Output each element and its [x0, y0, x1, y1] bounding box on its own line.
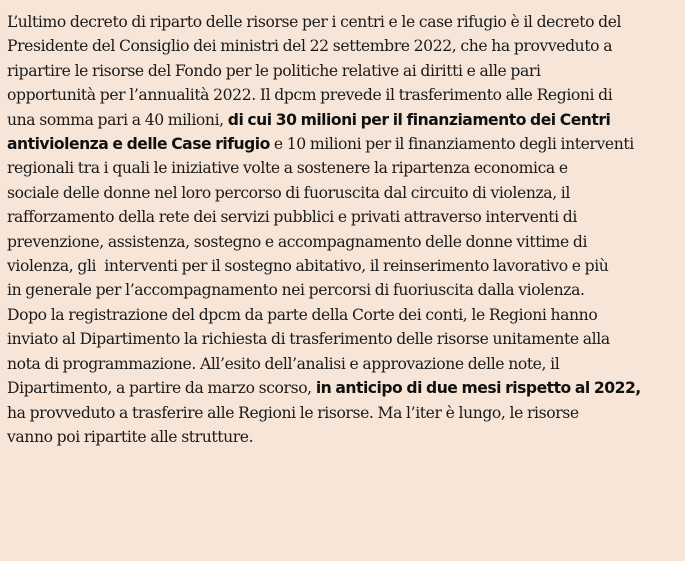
bold-text-segment: di cui 30 milioni per il finanziamento dei Centri — [227, 110, 611, 129]
text-line — [7, 108, 679, 132]
text-segment: violenza, gli interventi per il sostegno abitativo, il reinserimento lavorativo e più — [7, 257, 609, 276]
text-line — [7, 59, 679, 83]
text-segment: una somma pari a 40 milioni, — [7, 110, 228, 129]
text-segment: L’ultimo decreto di riparto delle risorse per i centri e le case rifugio è il decreto del — [7, 13, 622, 31]
text-line — [7, 425, 679, 449]
text-line — [7, 376, 679, 400]
text-segment: Presidente del Consiglio dei ministri del 22 settembre 2022, che ha provveduto a — [7, 37, 613, 56]
text-line — [7, 352, 679, 376]
text-segment: sociale delle donne nel loro percorso di fuoruscita dal circuito di violenza, il — [7, 183, 570, 202]
text-line — [7, 254, 679, 278]
text-line — [7, 83, 679, 107]
bold-text-segment: in anticipo di due mesi rispetto al 2022, — [315, 379, 641, 398]
bold-text-segment: antiviolenza e delle Case rifugio — [7, 135, 270, 154]
text-line — [7, 34, 679, 58]
text-line — [7, 230, 679, 254]
text-segment: regionali tra i quali le iniziative volte a sostenere la ripartenza economica e — [7, 159, 568, 178]
text-segment: nota di programmazione. All’esito dell’analisi e approvazione delle note, il — [7, 354, 560, 373]
text-segment: inviato al Dipartimento la richiesta di trasferimento delle risorse unitamente alla — [7, 330, 610, 349]
text-segment: in generale per l’accompagnamento nei percorsi di fuoriuscita dalla violenza. — [7, 281, 585, 300]
text-line — [7, 401, 679, 425]
text-line — [7, 327, 679, 351]
text-line — [7, 156, 679, 180]
text-line — [7, 278, 679, 302]
text-segment: prevenzione, assistenza, sostegno e accompagnamento delle donne vittime di — [7, 232, 588, 251]
text-segment: vanno poi ripartite alle strutture. — [7, 427, 254, 446]
text-segment: ripartire le risorse del Fondo per le politiche relative ai diritti e alle pari — [7, 61, 541, 80]
text-segment: Dopo la registrazione del dpcm da parte della Corte dei conti, le Regioni hanno — [7, 305, 598, 324]
text-line — [7, 10, 679, 34]
article-paragraph — [7, 10, 679, 449]
text-line — [7, 303, 679, 327]
text-line — [7, 181, 679, 205]
text-line — [7, 132, 679, 156]
text-segment: e 10 milioni per il finanziamento degli interventi — [269, 135, 634, 154]
text-segment: rafforzamento della rete dei servizi pubblici e privati attraverso interventi di — [7, 208, 577, 227]
text-segment: opportunità per l’annualità 2022. Il dpcm prevede il trasferimento alle Regioni di — [7, 86, 613, 105]
text-segment: ha provveduto a trasferire alle Regioni le risorse. Ma l’iter è lungo, le risorse — [7, 403, 579, 422]
text-line — [7, 205, 679, 229]
text-segment: Dipartimento, a partire da marzo scorso, — [7, 379, 316, 398]
